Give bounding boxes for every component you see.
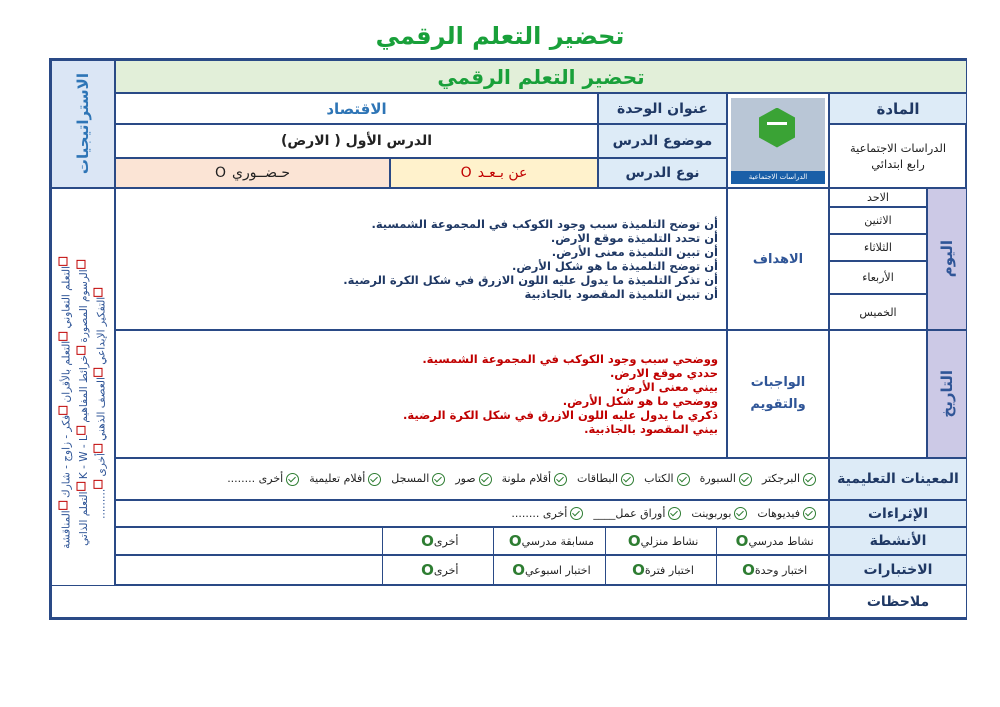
day-thursday[interactable]: الخميس: [829, 294, 927, 330]
checkbox-icon[interactable]: [59, 257, 68, 266]
check-circle-icon: [432, 473, 445, 486]
day-wednesday[interactable]: الأربعاء: [829, 261, 927, 294]
activities-options: [115, 527, 829, 555]
strategies-line: [92, 257, 109, 549]
option-item[interactable]: المسجل: [391, 472, 445, 485]
strategy-option: المناقشة: [60, 510, 73, 549]
day-sunday[interactable]: الاحد: [829, 188, 927, 207]
subject-grade: رابع ابتدائي: [871, 157, 925, 171]
checkbox-icon[interactable]: [94, 479, 103, 488]
strategy-option: K - W - L: [78, 435, 91, 483]
checkbox-icon[interactable]: [94, 444, 103, 453]
day-tuesday[interactable]: الثلاثاء: [829, 234, 927, 261]
checkbox-icon[interactable]: [77, 260, 86, 269]
homework-line: بيني المقصود بالجاذبية.: [584, 422, 718, 436]
strategies-line: [75, 257, 92, 549]
checkbox-icon[interactable]: [59, 406, 68, 415]
strategy-option: التعلم الذاتي: [78, 491, 91, 546]
date-value[interactable]: [829, 330, 927, 458]
objective-line: أن تبين التلميذة المقصود بالجاذبية: [524, 287, 718, 301]
option-item[interactable]: أقلام ملونة: [502, 472, 567, 485]
test-option[interactable]: أخرى O: [382, 556, 494, 584]
activity-option[interactable]: نشاط مدرسي O: [716, 528, 828, 554]
date-label: التاريخ: [927, 330, 967, 458]
strategy-option: الرسوم المصورة: [78, 269, 91, 346]
strategies-list: [51, 188, 115, 618]
strategy-option: أخرى: [95, 452, 108, 480]
check-circle-icon: [677, 473, 690, 486]
strategy-option: العصف الذهني: [95, 376, 108, 444]
header-title: تحضير التعلم الرقمي: [115, 60, 967, 93]
checkbox-icon[interactable]: [59, 332, 68, 341]
lesson-type-label: نوع الدرس: [598, 158, 727, 188]
option-item[interactable]: السبورة: [700, 472, 752, 485]
check-circle-icon: [554, 473, 567, 486]
check-circle-icon: [803, 473, 816, 486]
homework-line: حددي موقع الارض.: [609, 366, 718, 380]
option-item[interactable]: البطاقات: [577, 472, 634, 485]
option-item[interactable]: أفلام تعليمية: [309, 472, 381, 485]
option-item[interactable]: الكتاب: [644, 472, 690, 485]
objective-line: أن توضح التلميذة سبب وجود الكوكب في المجموعة الشمسية.: [371, 217, 718, 231]
homework-line: بيني معنى الأرض.: [615, 380, 718, 394]
book-caption: الدراسات الاجتماعية: [731, 171, 825, 184]
strategies-line: [57, 257, 74, 549]
homework-label: الواجبات والتقويم: [727, 330, 829, 458]
strategy-option: خرائط المفاهيم: [78, 354, 91, 426]
check-circle-icon: [286, 473, 299, 486]
lesson-plan-table: [49, 58, 967, 620]
option-item[interactable]: فيديوهات: [757, 507, 816, 520]
book-cover: [727, 93, 829, 188]
unit-value: الاقتصاد: [115, 93, 598, 124]
option-item[interactable]: بوربوينت: [691, 507, 747, 520]
checkbox-icon[interactable]: [59, 501, 68, 510]
enrichment-options: [115, 500, 829, 527]
tests-options: [115, 555, 829, 585]
objectives-list: [115, 188, 727, 330]
aids-label: المعينات التعليمية: [829, 458, 967, 500]
check-circle-icon: [803, 507, 816, 520]
lesson-type-presence[interactable]: حـضــوري O: [115, 158, 390, 188]
strategy-option: التعلم بالأقران: [60, 340, 73, 406]
check-circle-icon: [621, 473, 634, 486]
tests-label: الاختبارات: [829, 555, 967, 585]
check-circle-icon: [479, 473, 492, 486]
checkbox-icon[interactable]: [94, 287, 103, 296]
option-item[interactable]: أوراق عمل____: [593, 507, 681, 520]
lesson-type-remote[interactable]: عن بـعـد O: [390, 158, 598, 188]
activity-option[interactable]: مسابقة مدرسي O: [493, 528, 605, 554]
logo-emblem-icon: [759, 108, 795, 148]
option-item[interactable]: صور: [455, 472, 491, 485]
subject-value: [829, 124, 967, 188]
strategy-option: .........: [95, 488, 108, 519]
option-item[interactable]: أخرى ........: [511, 507, 583, 520]
homework-line: ذكري ما يدول عليه اللون الازرق في شكل الكرة الرضية.: [403, 408, 718, 422]
notes-label: ملاحظات: [829, 585, 967, 618]
notes-value[interactable]: [51, 585, 829, 618]
test-option[interactable]: اختبار وحدة O: [716, 556, 828, 584]
aids-options: [115, 458, 829, 500]
check-circle-icon: [368, 473, 381, 486]
check-circle-icon: [570, 507, 583, 520]
strategy-option: فكر - زاوج - شارك: [60, 414, 73, 502]
objective-line: أن تذكر التلميذة ما يدول عليه اللون الازرق في شكل الكرة الرضية.: [343, 273, 718, 287]
activity-option[interactable]: أخرى O: [382, 528, 494, 554]
check-circle-icon: [734, 507, 747, 520]
objective-line: أن توضح التلميذة ما هو شكل الأرض.: [511, 259, 718, 273]
option-item[interactable]: البرجكتر: [762, 472, 816, 485]
strategy-option: التفكير الإبداعي: [95, 296, 108, 368]
day-monday[interactable]: الاثنين: [829, 207, 927, 234]
checkbox-icon[interactable]: [77, 482, 86, 491]
test-option[interactable]: اختبار اسبوعي O: [493, 556, 605, 584]
activities-label: الأنشطة: [829, 527, 967, 555]
objective-line: أن تحدد التلميذة موقع الارض.: [550, 231, 718, 245]
lesson-value: الدرس الأول ( الارض): [115, 124, 598, 158]
checkbox-icon[interactable]: [94, 368, 103, 377]
strategies-options: [57, 257, 109, 549]
homework-line: ووضحي ما هو شكل الأرض.: [562, 394, 718, 408]
homework-list: [115, 330, 727, 458]
homework-line: ووضحي سبب وجود الكوكب في المجموعة الشمسية.: [422, 352, 718, 366]
lesson-label: موضوع الدرس: [598, 124, 727, 158]
check-circle-icon: [739, 473, 752, 486]
strategy-option: التعلم التعاوني: [60, 266, 73, 332]
objective-line: أن تبين التلميذة معنى الأرض.: [551, 245, 718, 259]
checkbox-icon[interactable]: [77, 426, 86, 435]
day-label: اليوم: [927, 188, 967, 330]
strategies-header: الاستراتيجيات: [51, 60, 115, 188]
option-item[interactable]: أخرى ........: [227, 472, 299, 485]
activity-option[interactable]: نشاط منزلي O: [605, 528, 717, 554]
unit-label: عنوان الوحدة: [598, 93, 727, 124]
objectives-label: الاهداف: [727, 188, 829, 330]
subject-name: الدراسات الاجتماعية: [849, 141, 947, 155]
checkbox-icon[interactable]: [77, 346, 86, 355]
enrichment-label: الإثراءات: [829, 500, 967, 527]
page-title: تحضير التعلم الرقمي: [375, 22, 625, 50]
subject-label: المادة: [829, 93, 967, 124]
test-option[interactable]: اختبار فترة O: [605, 556, 717, 584]
check-circle-icon: [668, 507, 681, 520]
